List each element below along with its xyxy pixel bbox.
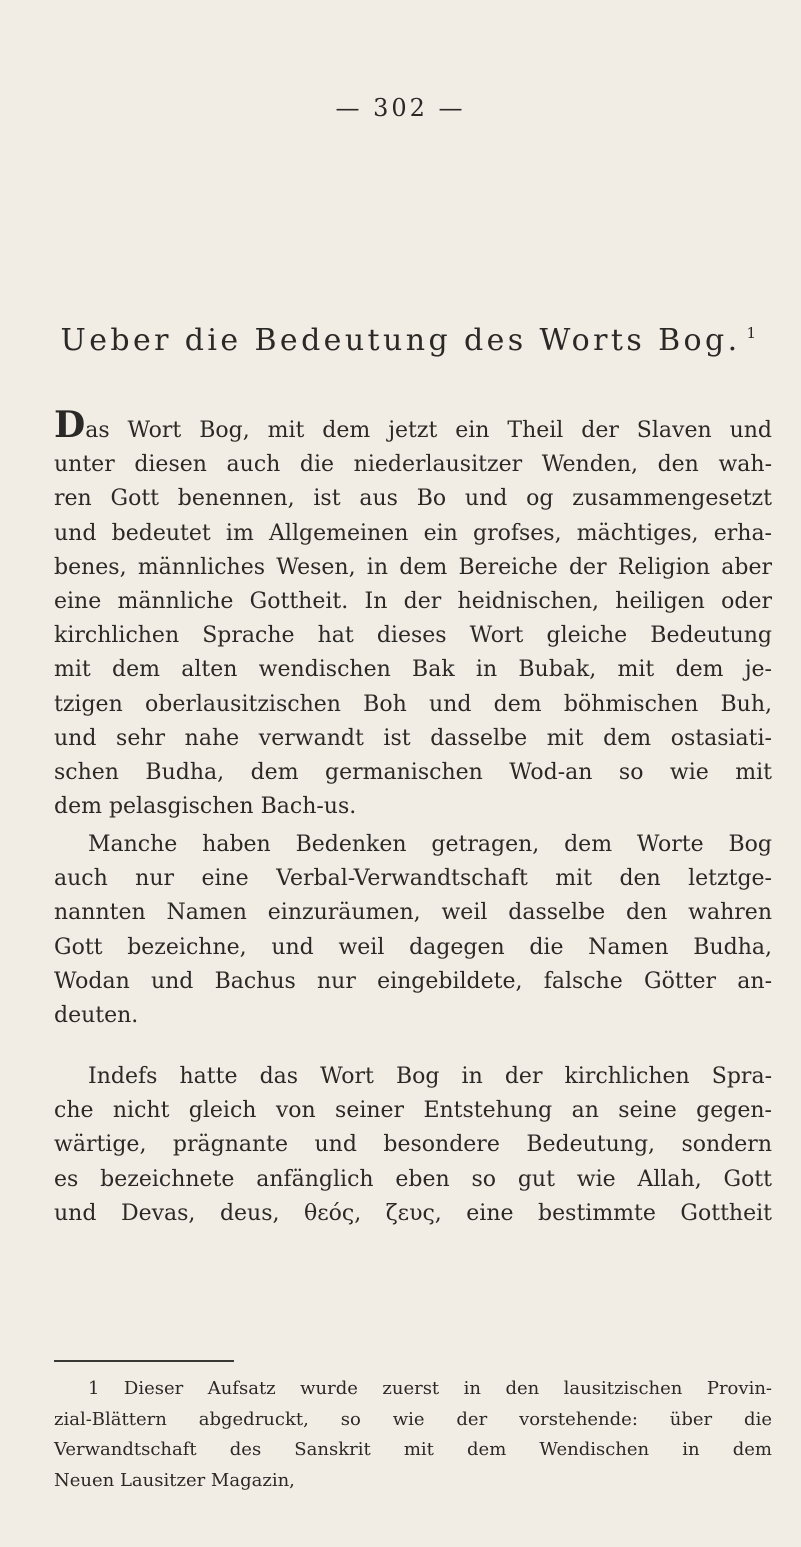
text-line: kirchlichen Sprache hat dieses Wort gleiche Bedeutung <box>54 623 772 649</box>
text-line: und Devas, deus, θεός, ζευς, eine bestimmte Gottheit <box>54 1200 772 1226</box>
text-line: unter diesen auch die niederlausitzer Wenden, den wah- <box>54 452 772 478</box>
footnote <box>54 1374 772 1496</box>
text-line: Wodan und Bachus nur eingebildete, falsche Götter an- <box>54 968 772 994</box>
text-line: che nicht gleich von seiner Entstehung an seine gegen- <box>54 1098 772 1124</box>
text-line: Manche haben Bedenken getragen, dem Worte Bog <box>88 832 772 857</box>
text-line: tzigen oberlausitzischen Boh und dem böhmischen Buh, <box>54 691 772 717</box>
text-line: Das Wort Bog, mit dem jetzt ein Theil der Slaven und <box>54 404 772 446</box>
footnote-line: zial-Blättern abgedruckt, so wie der vorstehende: über die <box>54 1408 772 1430</box>
paragraph-1 <box>54 404 772 824</box>
text-line: Gott bezeichne, und weil dagegen die Namen Budha, <box>54 934 772 960</box>
drop-cap: D <box>54 404 86 446</box>
text-line: Indefs hatte das Wort Bog in der kirchlichen Spra- <box>88 1064 772 1089</box>
text-line: nannten Namen einzuräumen, weil dasselbe den wahren <box>54 900 772 926</box>
text-line: schen Budha, dem germanischen Wod-an so wie mit <box>54 759 772 785</box>
paragraph-3 <box>54 1060 772 1231</box>
text-line: deuten. <box>54 1002 139 1028</box>
heading-text: Ueber die Bedeutung des Worts Bog. <box>60 323 741 358</box>
footnote-divider <box>54 1360 234 1362</box>
text-line: eine männliche Gottheit. In der heidnischen, heiligen oder <box>54 588 772 614</box>
paragraph-2 <box>54 828 772 1033</box>
footnote-line: Verwandtschaft des Sanskrit mit dem Wendischen in dem <box>54 1439 772 1460</box>
text-line: und sehr nahe verwandt ist dasselbe mit dem ostasiati- <box>54 725 772 751</box>
footnote-line: 1 Dieser Aufsatz wurde zuerst in den lausitzischen Provin- <box>88 1378 772 1399</box>
text-line: mit dem alten wendischen Bak in Bubak, mit dem je- <box>54 657 772 683</box>
text-line: und bedeutet im Allgemeinen ein grofses, mächtiges, erha- <box>54 520 772 546</box>
footnote-line: Neuen Lausitzer Magazin, <box>54 1469 295 1491</box>
footnote-marker: 1 <box>746 324 760 342</box>
article-heading <box>40 323 780 358</box>
text-line: dem pelasgischen Bach-us. <box>54 794 357 820</box>
text-line: auch nur eine Verbal-Verwandtschaft mit den letztge- <box>54 866 772 892</box>
text-line: es bezeichnete anfänglich eben so gut wie Allah, Gott <box>54 1166 772 1192</box>
text-line: benes, männliches Wesen, in dem Bereiche der Religion aber <box>54 554 772 580</box>
text-line: wärtige, prägnante und besondere Bedeutung, sondern <box>54 1132 772 1158</box>
text-line: ren Gott benennen, ist aus Bo und og zusammengesetzt <box>54 486 772 512</box>
page-number: — 302 — <box>335 94 466 122</box>
